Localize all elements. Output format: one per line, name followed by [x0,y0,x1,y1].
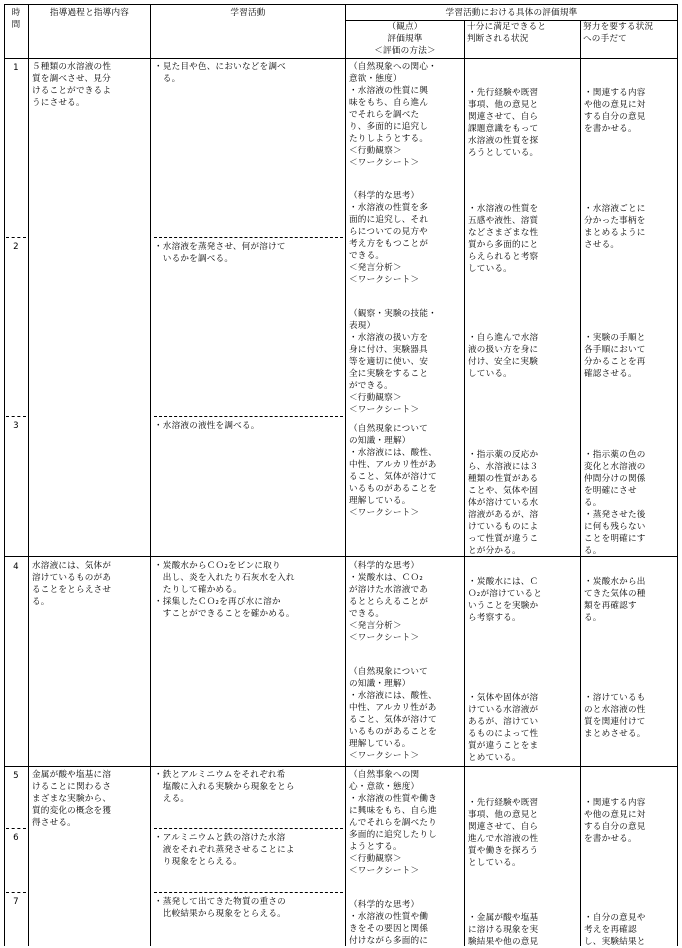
activity-text: ・水溶液の液性を調べる。 [154,421,260,431]
effort-text: ・炭酸水から出 てきた気体の種 類を再確認す る。 [584,577,646,623]
activity-text: ・鉄とアルミニウムをそれぞれ希 塩酸に入れる実験から現象をとら える。 [154,770,295,804]
hour-divider [6,892,26,893]
col-divider [28,4,29,946]
effort-text: ・自分の意見や 考えを再確認 し、実験結果と [584,913,646,947]
header-satisfied: 十分に満足できると 判断される状況 [467,22,547,44]
activity-text: ・炭酸水からＣＯ₂をビンに取り 出し、炎を入れたり石灰水を入れ たりして確かめる。 ・採集したＣＯ₂を再び水に溶か すことができることを確かめる。 [154,561,295,619]
header-time: 時 間 [11,8,21,30]
activity-text: ・蒸発して出てきた物質の重さの 比較結果から現象をとらえる。 [154,897,286,919]
col-divider [464,20,465,946]
hour-divider [6,416,26,417]
activity-text: ・見た目や色、においなどを調べ る。 [154,62,286,84]
hour-number: 2 [13,242,19,252]
satisfied-text: ・指示薬の反応か ら、水溶液には３ 種類の性質がある ことや、気体や固 体が溶けている水 溶液があるが、溶 けているものによ って性質が違うこ とが分かる。 [468,450,539,556]
hour-number: 3 [13,421,19,431]
hour-number: 1 [13,63,19,73]
satisfied-text: ・気体や固体が溶 けている水溶液が あるが、溶けてい るものによって性 質が違うことをま とめている。 [468,693,539,763]
hour-number: 6 [13,833,19,843]
criteria-text: （科学的な思考） ・炭酸水は、ＣＯ₂ が溶けた水溶液であ るととらえることが できる。 ＜発言分析＞ ＜ワークシート＞ [349,561,429,643]
criteria-text: （自然現象への関心・ 意欲・態度） ・水溶液の性質に興 味をもち、自ら進ん でそれらを調べた り、多面的に追究し たりしようとする。 ＜行動観察＞ ＜ワークシート＞ [349,62,437,168]
satisfied-text: ・先行経験や既習 事項、他の意見と 関連させて、自ら 課題意識をもって 水溶液の性質を探 ろうとしている。 [468,88,539,158]
satisfied-text: ・炭酸水には、Ｃ Ｏ₂が溶けていると いうことを実験か ら考察する。 [468,577,542,623]
process-text: ５種類の水溶液の性 質を調べさせ、見分 けることができるよ うにさせる。 [32,62,112,108]
effort-text: ・溶けているも のと水溶液の性 質を関連付けて まとめさせる。 [584,693,646,739]
criteria-text: （自然現象について の知識・理解） ・水溶液には、酸性、 中性、アルカリ性があ ること、気体が溶けて いるものがあることを 理解している。 ＜ワークシート＞ [349,424,437,518]
table-border-top [4,4,678,5]
activity-text: ・水溶液を蒸発させ、何が溶けて いるかを調べる。 [154,242,286,264]
hour-number: 5 [13,771,19,781]
hour-number: 7 [13,897,19,907]
hour-divider [6,828,26,829]
satisfied-text: ・金属が酸や塩基 に溶ける現象を実 験結果や他の意見 [468,913,539,947]
hour-divider [154,416,343,417]
hour-divider [154,237,343,238]
effort-text: ・関連する内容 や他の意見に対 する自分の意見 を書かせる。 [584,88,646,134]
effort-text: ・実験の手順と 各手順において 分かることを再 確認させる。 [584,333,646,379]
criteria-text: （科学的な思考） ・水溶液の性質を多 面的に追究し、それ らについての見方や 考え方をもつことが できる。 ＜発言分析＞ ＜ワークシート＞ [349,191,429,285]
process-text: 金属が酸や塩基に溶 けることに関わるさ まざまな実験から、 質的変化の概念を獲 得させる。 [32,770,112,828]
col-divider [580,20,581,946]
effort-text: ・指示薬の色の 変化と水溶液の 仲間分けの関係 を明確にさせ る。 ・蒸発させた後 に何も残らない ことを明確にす る。 [584,450,646,556]
header-eval-title: 学習活動における具体の評価規準 [445,8,578,18]
header-process: 指導過程と指導内容 [49,8,130,18]
header-bottom [4,58,678,59]
satisfied-text: ・水溶液の性質を 五感や液性、溶質 などさまざまな性 質から多面的にと らえられると考察 している。 [468,204,539,274]
row-divider [4,556,678,557]
col-divider [345,4,346,946]
hour-divider [154,892,343,893]
process-text: 水溶液には、気体が 溶けているものがあ ることをとらえさせ る。 [32,561,112,607]
evaluation-table [4,4,678,946]
table-border-right [677,4,678,946]
hour-divider [6,237,26,238]
header-effort: 努力を要する状況 への手だて [583,22,654,44]
activity-text: ・アルミニウムと鉄の溶けた水溶 液をそれぞれ蒸発させることによ り現象をとらえる。 [154,833,295,867]
criteria-text: （自然現象について の知識・理解） ・水溶液には、酸性、 中性、アルカリ性があ ること、気体が溶けて いるものがあることを 理解している。 ＜ワークシート＞ [349,667,437,761]
effort-text: ・関連する内容 や他の意見に対 する自分の意見 を書かせる。 [584,798,646,844]
row-divider [4,766,678,767]
header-activity: 学習活動 [230,8,266,18]
effort-text: ・水溶液ごとに 分かった事柄を まとめるように させる。 [584,204,646,250]
criteria-text: （自然事象への関 心・意欲・態度） ・水溶液の性質や働き に興味をもち、自ら進 んでそれらを調べたり 多面的に追究したりし ようとする。 ＜行動観察＞ ＜ワークシート＞ [349,770,437,876]
criteria-text: （科学的な思考） ・水溶液の性質や働 きをその要因と関係 付けながら多面的に [349,900,429,946]
hour-number: 4 [13,562,19,572]
hour-divider [154,828,343,829]
criteria-text: （観察・実験の技能・ 表現） ・水溶液の扱い方を 身に付け、実験器具 等を適切に使い、安 全に実験をすること ができる。 ＜行動観察＞ ＜ワークシート＞ [349,309,437,415]
col-divider [150,4,151,946]
satisfied-text: ・先行経験や既習 事項、他の意見と 関連させて、自ら 進んで水溶液の性 質や働きを探ろう としている。 [468,798,539,868]
table-border-left [4,4,5,946]
satisfied-text: ・自ら進んで水溶 液の扱い方を身に 付け、安全に実験 している。 [468,333,539,379]
header-viewpoint: （観点） 評価規準 ＜評価の方法＞ [374,22,436,56]
